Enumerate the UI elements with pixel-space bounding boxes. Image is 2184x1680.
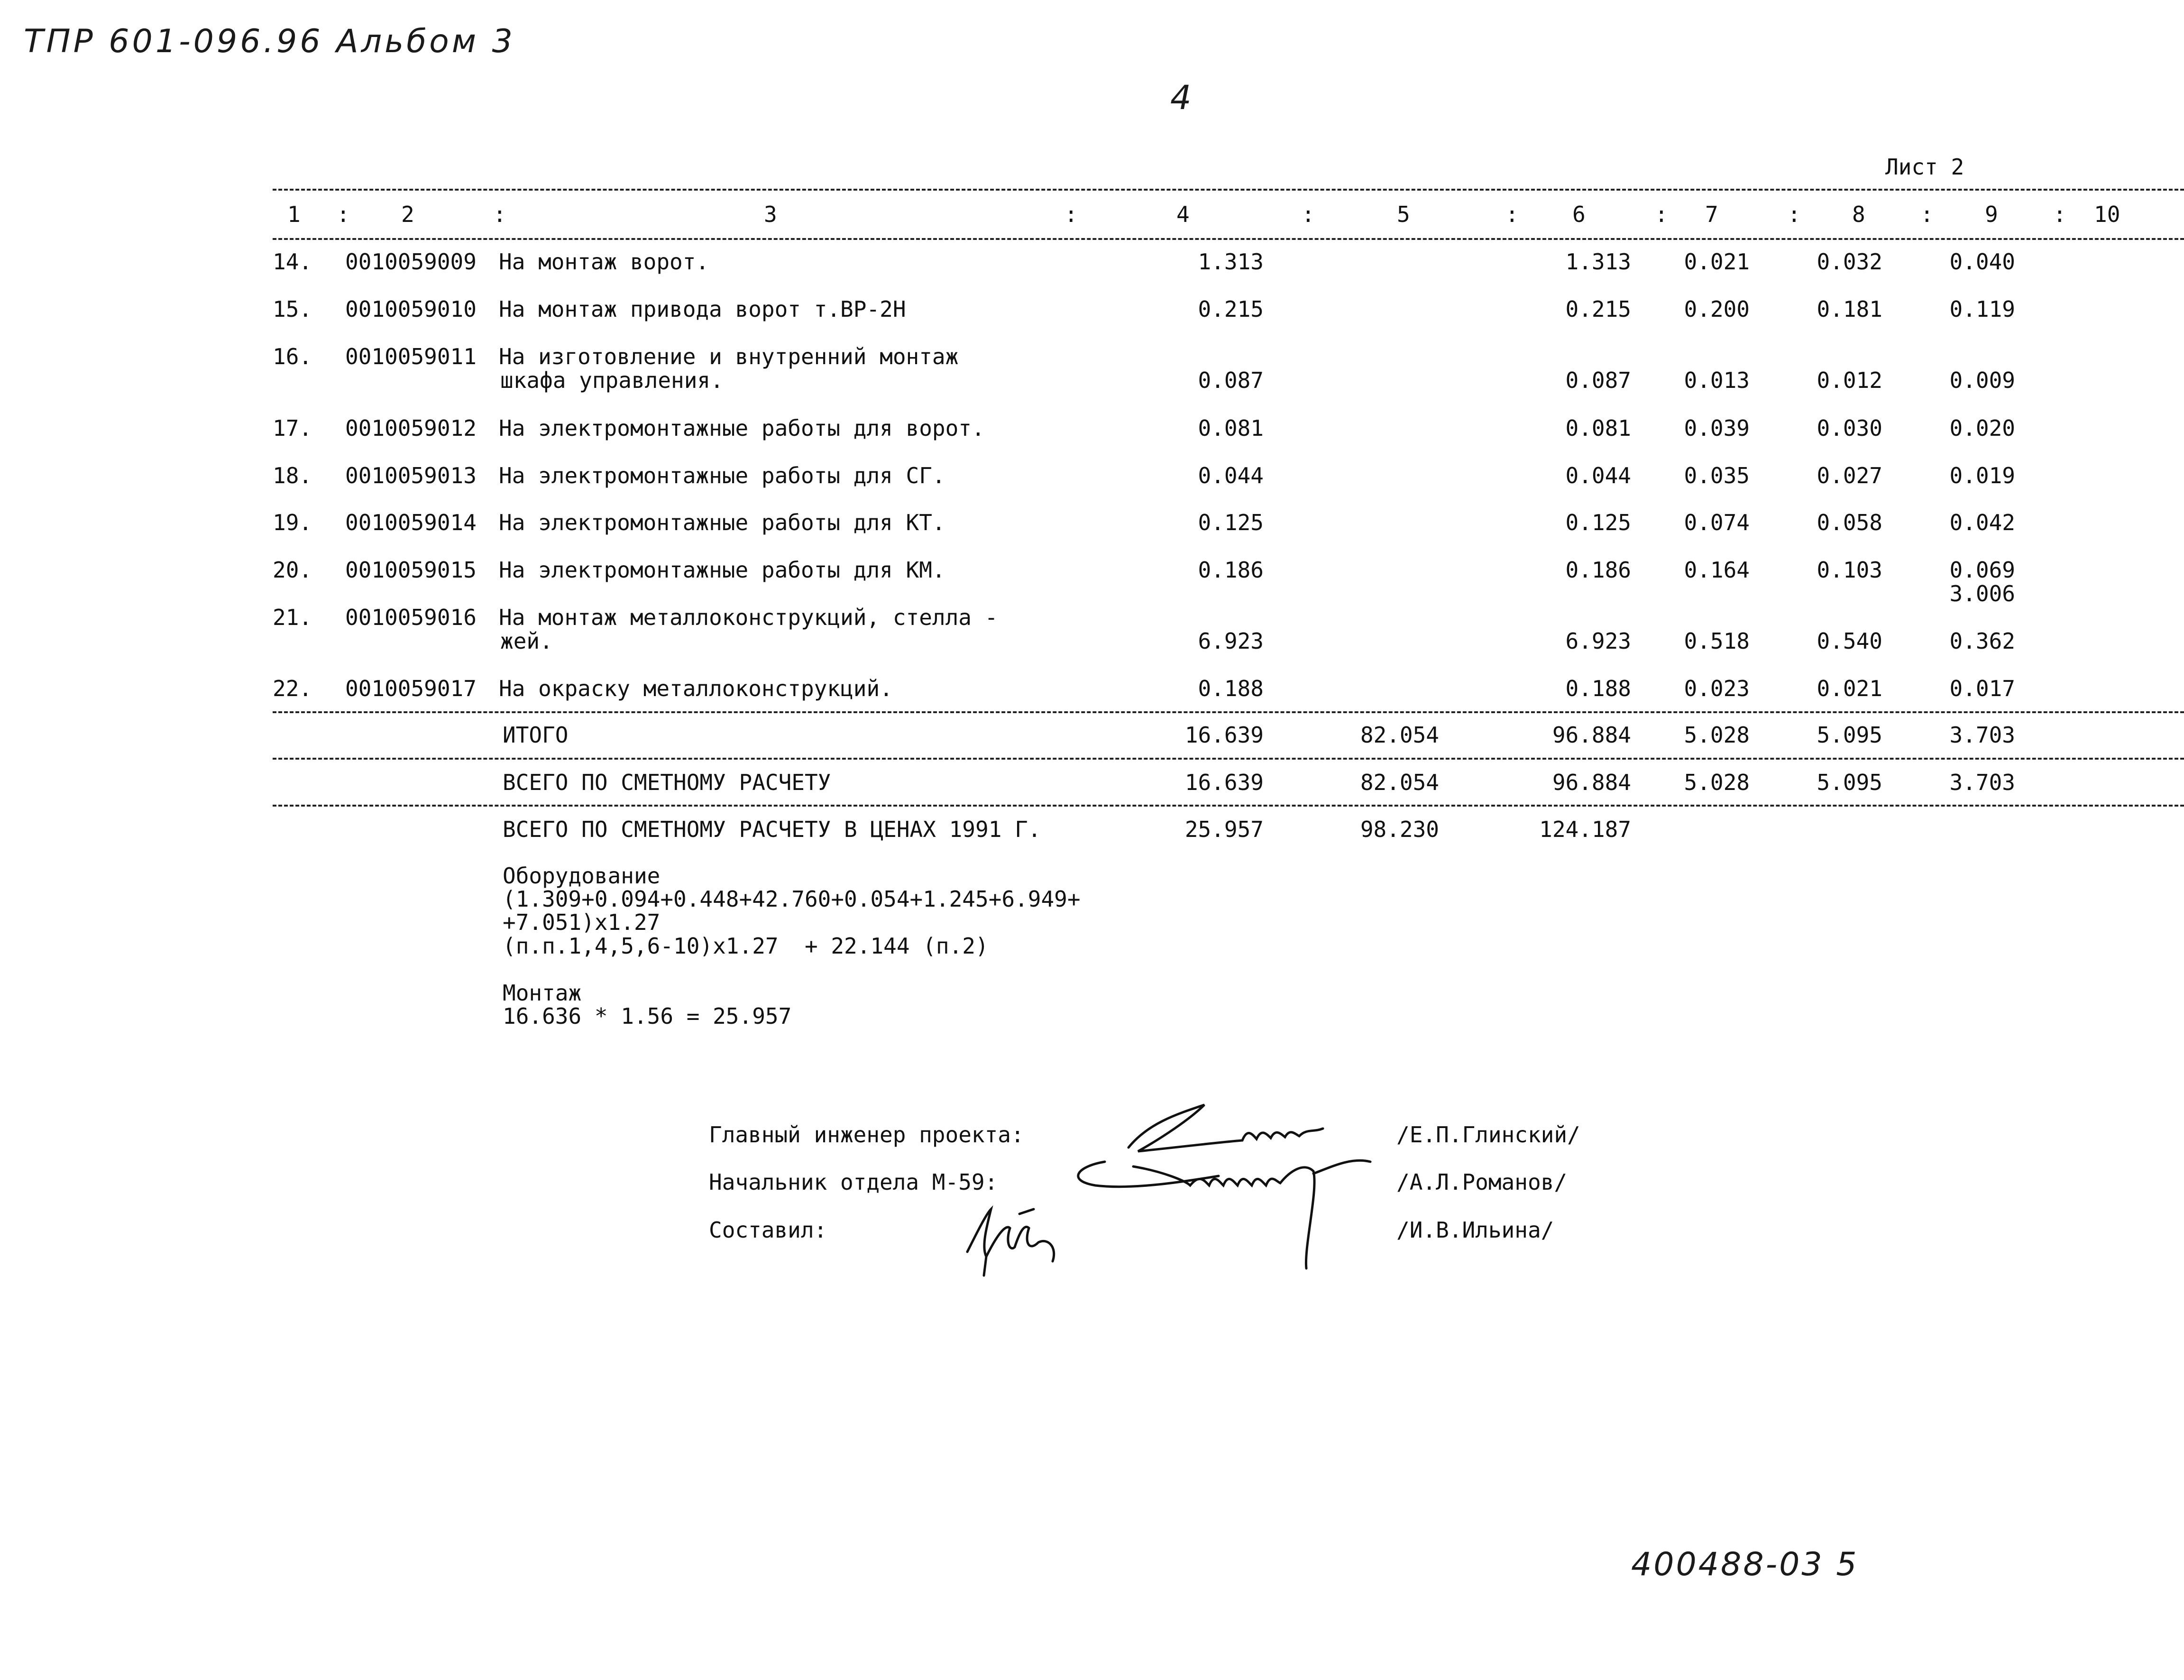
grand_total-col-7: 5.028	[1684, 770, 1750, 795]
row-code: 0010059013	[345, 463, 477, 488]
header-separator: :	[1788, 202, 1801, 227]
row-col-9: 0.019	[1949, 463, 2015, 488]
grand_total-label: ВСЕГО ПО СМЕТНОМУ РАСЧЕТУ	[503, 770, 831, 795]
header-col-8: 8	[1852, 202, 1865, 227]
row-col-9-extra: 3.006	[1949, 581, 2015, 606]
equipment-title: Оборудование	[503, 863, 661, 889]
row-col-6: 0.125	[1565, 510, 1631, 535]
total-col-8: 5.095	[1817, 722, 1882, 748]
row-col-8: 0.030	[1817, 415, 1882, 441]
grand_total_1991-label: ВСЕГО ПО СМЕТНОМУ РАСЧЕТУ В ЦЕНАХ 1991 Г.	[503, 817, 1041, 842]
header-col-7: 7	[1705, 202, 1718, 227]
header-separator: :	[1505, 202, 1519, 227]
grand-total-bottom-rule	[273, 805, 2184, 807]
row-col-9: 0.362	[1949, 628, 2015, 654]
header-separator: :	[493, 202, 506, 227]
header-separator: :	[1064, 202, 1078, 227]
row-col-7: 0.200	[1684, 296, 1750, 322]
grand_total-col-4: 16.639	[1184, 770, 1264, 795]
total-col-4: 16.639	[1184, 722, 1264, 748]
row-col-6: 0.215	[1565, 296, 1631, 322]
row-number: 19.	[273, 510, 312, 535]
row-col-4: 6.923	[1198, 628, 1264, 654]
header-bottom-rule	[273, 238, 2184, 240]
grand_total_1991-col-5: 98.230	[1360, 817, 1439, 842]
grand_total_1991-col-6: 124.187	[1539, 817, 1631, 842]
row-number: 21.	[273, 605, 312, 630]
total-label: ИТОГО	[503, 722, 569, 748]
row-description: На электромонтажные работы для КТ.	[499, 510, 945, 535]
row-col-8: 0.540	[1817, 628, 1882, 654]
header-col-3: 3	[764, 202, 777, 227]
total-col-9: 3.703	[1949, 722, 2015, 748]
row-col-7: 0.039	[1684, 415, 1750, 441]
header-col-6: 6	[1572, 202, 1586, 227]
row-code: 0010059014	[345, 510, 477, 535]
equipment-line-3: (п.п.1,4,5,6-10)x1.27 + 22.144 (п.2)	[503, 933, 989, 959]
row-col-6: 0.186	[1565, 557, 1631, 583]
row-col-7: 0.013	[1684, 367, 1750, 393]
row-code: 0010059016	[345, 605, 477, 630]
row-col-9: 0.119	[1949, 296, 2015, 322]
row-col-7: 0.023	[1684, 676, 1750, 701]
row-col-9: 0.069	[1949, 557, 2015, 583]
row-description: На окраску металлоконструкций.	[499, 676, 893, 701]
row-code: 0010059015	[345, 557, 477, 583]
grand_total-col-6: 96.884	[1552, 770, 1631, 795]
row-number: 15.	[273, 296, 312, 322]
grand_total-col-8: 5.095	[1817, 770, 1882, 795]
row-description: На электромонтажные работы для КМ.	[499, 557, 945, 583]
row-description: На монтаж привода ворот т.ВР-2Н	[499, 296, 906, 322]
row-number: 20.	[273, 557, 312, 583]
row-col-8: 0.181	[1817, 296, 1882, 322]
signature-role-chief-engineer: Главный инженер проекта:	[709, 1122, 1024, 1148]
row-col-4: 0.125	[1198, 510, 1264, 535]
row-col-6: 0.087	[1565, 367, 1631, 393]
header-col-5: 5	[1397, 202, 1410, 227]
row-col-8: 0.027	[1817, 463, 1882, 488]
row-col-7: 0.074	[1684, 510, 1750, 535]
header-col-4: 4	[1176, 202, 1190, 227]
page-number: 4	[1170, 78, 1192, 117]
row-number: 22.	[273, 676, 312, 701]
row-col-4: 0.081	[1198, 415, 1264, 441]
signature-role-compiled-by: Составил:	[709, 1217, 827, 1243]
header-col-1: 1	[287, 202, 301, 227]
row-col-4: 0.215	[1198, 296, 1264, 322]
row-number: 18.	[273, 463, 312, 488]
header-separator: :	[1920, 202, 1934, 227]
mounting-title: Монтаж	[503, 980, 582, 1006]
row-col-9: 0.040	[1949, 249, 2015, 275]
header-col-10: 10	[2094, 202, 2120, 227]
signature-role-department-head: Начальник отдела М-59:	[709, 1169, 998, 1195]
header-col-9: 9	[1985, 202, 1998, 227]
equipment-line-1: (1.309+0.094+0.448+42.760+0.054+1.245+6.949+	[503, 886, 1081, 912]
signature-name-department-head: /А.Л.Романов/	[1396, 1169, 1568, 1195]
row-description: На электромонтажные работы для СГ.	[499, 463, 945, 488]
row-description: На монтаж металлоконструкций, стелла -	[499, 605, 998, 630]
row-col-8: 0.103	[1817, 557, 1882, 583]
total-col-7: 5.028	[1684, 722, 1750, 748]
row-col-7: 0.021	[1684, 249, 1750, 275]
row-col-6: 0.044	[1565, 463, 1631, 488]
signature-name-chief-engineer: /Е.П.Глинский/	[1396, 1122, 1580, 1148]
row-description: На электромонтажные работы для ворот.	[499, 415, 985, 441]
header-separator: :	[337, 202, 350, 227]
total-col-5: 82.054	[1360, 722, 1439, 748]
signature-chief-engineer	[1119, 1095, 1356, 1162]
row-col-6: 6.923	[1565, 628, 1631, 654]
row-code: 0010059011	[345, 344, 477, 369]
header-separator: :	[1655, 202, 1668, 227]
row-col-4: 0.188	[1198, 676, 1264, 701]
row-description: шкафа управления.	[500, 367, 724, 393]
row-col-7: 0.164	[1684, 557, 1750, 583]
row-description: На изготовление и внутренний монтаж	[499, 344, 959, 369]
row-col-7: 0.518	[1684, 628, 1750, 654]
grand_total-col-9: 3.703	[1949, 770, 2015, 795]
row-code: 0010059017	[345, 676, 477, 701]
table-top-rule	[273, 189, 2184, 191]
row-code: 0010059012	[345, 415, 477, 441]
row-code: 0010059010	[345, 296, 477, 322]
row-col-6: 0.081	[1565, 415, 1631, 441]
grand-total-top-rule	[273, 758, 2184, 760]
total-top-rule	[273, 711, 2184, 713]
handwritten-archive-number: 400488-03 5	[1631, 1546, 1859, 1583]
header-col-2: 2	[401, 202, 414, 227]
row-description: На монтаж ворот.	[499, 249, 709, 275]
row-col-4: 0.087	[1198, 367, 1264, 393]
grand_total-col-5: 82.054	[1360, 770, 1439, 795]
row-col-9: 0.020	[1949, 415, 2015, 441]
signature-compiled-by	[958, 1195, 1067, 1280]
row-number: 16.	[273, 344, 312, 369]
total-col-6: 96.884	[1552, 722, 1631, 748]
row-description: жей.	[500, 628, 553, 654]
row-col-8: 0.058	[1817, 510, 1882, 535]
sheet-label: Лист 2	[1885, 154, 1964, 180]
row-col-7: 0.035	[1684, 463, 1750, 488]
row-number: 17.	[273, 415, 312, 441]
row-col-8: 0.021	[1817, 676, 1882, 701]
header-separator: :	[2053, 202, 2066, 227]
row-col-4: 1.313	[1198, 249, 1264, 275]
row-col-4: 0.044	[1198, 463, 1264, 488]
grand_total_1991-col-4: 25.957	[1184, 817, 1264, 842]
row-code: 0010059009	[345, 249, 477, 275]
signature-name-compiled-by: /И.В.Ильина/	[1396, 1217, 1554, 1243]
mounting-line: 16.636 * 1.56 = 25.957	[503, 1003, 792, 1029]
row-col-6: 0.188	[1565, 676, 1631, 701]
equipment-line-2: +7.051)x1.27	[503, 909, 661, 935]
signature-department-head	[1067, 1152, 1375, 1280]
handwritten-document-code: ТПР 601-096.96 Альбом 3	[24, 23, 515, 60]
row-col-9: 0.017	[1949, 676, 2015, 701]
header-separator: :	[1302, 202, 1315, 227]
row-col-6: 1.313	[1565, 249, 1631, 275]
row-col-8: 0.032	[1817, 249, 1882, 275]
row-col-4: 0.186	[1198, 557, 1264, 583]
row-col-9: 0.009	[1949, 367, 2015, 393]
row-col-8: 0.012	[1817, 367, 1882, 393]
row-number: 14.	[273, 249, 312, 275]
row-col-9: 0.042	[1949, 510, 2015, 535]
